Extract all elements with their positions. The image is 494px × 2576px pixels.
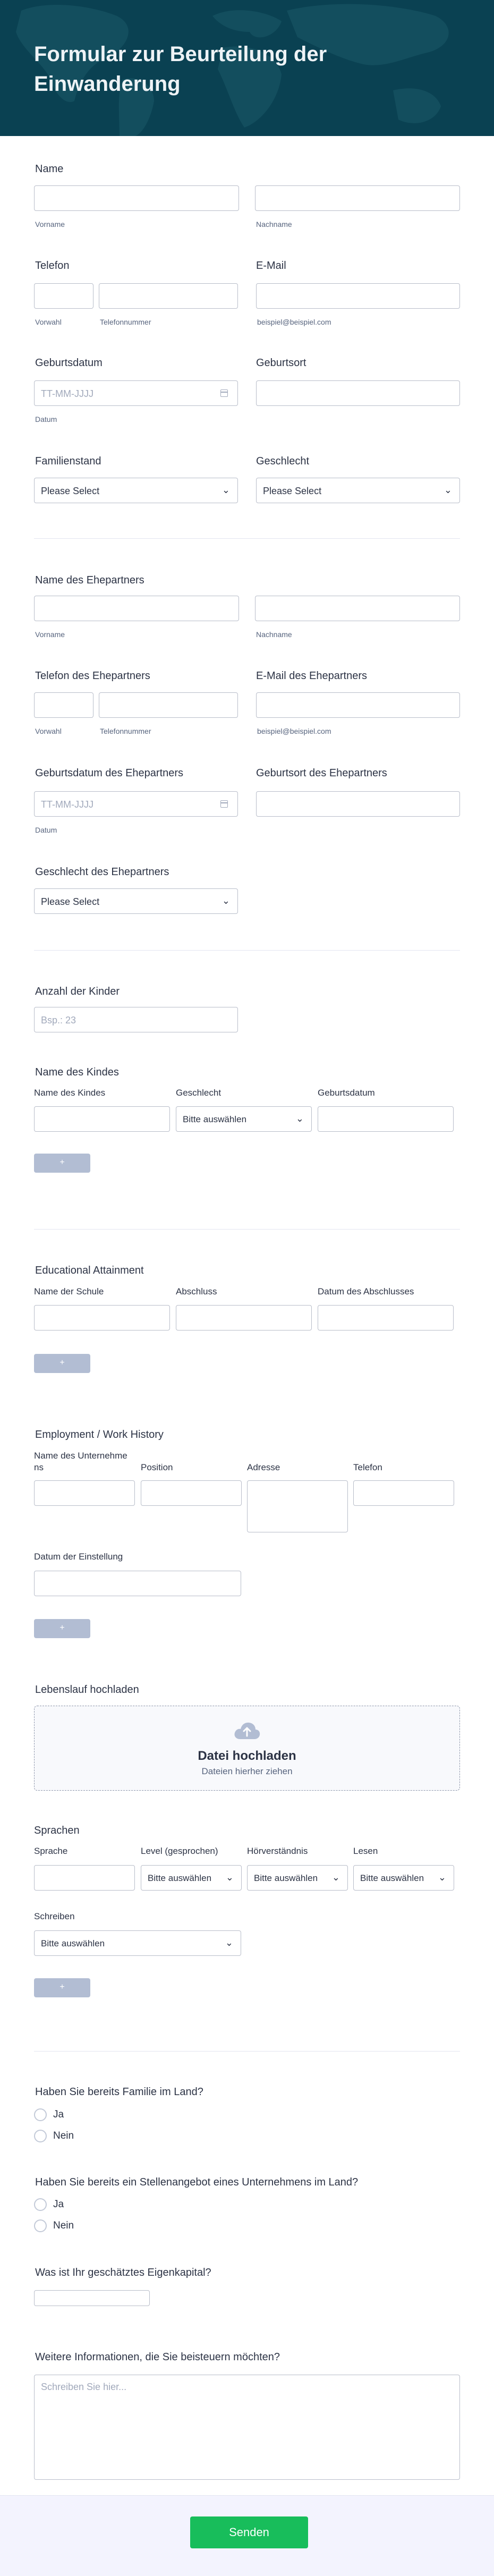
languages-label: Sprachen (34, 1825, 80, 1836)
gender-label: Geschlecht (256, 455, 310, 467)
languages-col-spoken: Level (gesprochen) (141, 1846, 218, 1856)
spouse-phone-area-sublabel: Vorwahl (35, 727, 62, 735)
family-yes-label: Ja (53, 2109, 64, 2120)
spouse-last-name-sublabel: Nachname (256, 630, 292, 639)
chevron-down-icon: ⌄ (222, 485, 230, 495)
child-gender-value: Bitte auswählen (183, 1114, 247, 1124)
spouse-birthplace-input[interactable] (256, 791, 460, 817)
birthdate-input[interactable] (34, 380, 238, 406)
add-education-button[interactable]: + (34, 1354, 90, 1373)
last-name-input[interactable] (255, 185, 460, 211)
marital-status-value: Please Select (41, 486, 100, 496)
marital-status-select[interactable] (34, 478, 238, 503)
reading-level-value: Bitte auswählen (360, 1873, 424, 1883)
chevron-down-icon: ⌄ (295, 1113, 304, 1124)
job-offer-yes-radio[interactable] (34, 2198, 47, 2211)
spouse-phone-area-input[interactable] (34, 692, 93, 718)
education-col-school: Name der Schule (34, 1286, 104, 1297)
chevron-down-icon: ⌄ (225, 1937, 233, 1948)
spouse-birthdate-placeholder: TT-MM-JJJJ (41, 799, 93, 810)
spoken-level-select[interactable] (141, 1865, 242, 1891)
chevron-down-icon: ⌄ (331, 1872, 340, 1883)
languages-writing-label: Schreiben (34, 1911, 75, 1921)
upload-title: Datei hochladen (198, 1749, 296, 1763)
calendar-icon[interactable] (220, 800, 228, 808)
children-count-label: Anzahl der Kinder (35, 986, 120, 997)
more-info-textarea[interactable] (34, 2375, 460, 2480)
spouse-gender-select[interactable] (34, 888, 238, 914)
spouse-name-label: Name des Ehepartners (35, 574, 144, 586)
family-yes-radio[interactable] (34, 2108, 47, 2121)
phone-area-sublabel: Vorwahl (35, 318, 62, 326)
education-label: Educational Attainment (35, 1265, 144, 1276)
last-name-sublabel: Nachname (256, 220, 292, 228)
equity-input[interactable] (34, 2290, 150, 2306)
more-info-label: Weitere Informationen, die Sie beisteuern möchten? (35, 2351, 280, 2363)
employer-phone-input[interactable] (353, 1480, 454, 1506)
family-no-radio[interactable] (34, 2130, 47, 2142)
phone-number-input[interactable] (99, 283, 238, 309)
writing-level-select[interactable] (34, 1930, 241, 1956)
children-col-gender: Geschlecht (176, 1088, 222, 1098)
employment-col-company: Name des Unternehme (34, 1451, 127, 1461)
spouse-birthplace-label: Geburtsort des Ehepartners (256, 767, 387, 779)
company-name-input[interactable] (34, 1480, 135, 1506)
degree-input[interactable] (176, 1305, 312, 1331)
child-birthdate-input[interactable] (318, 1106, 454, 1132)
listening-level-value: Bitte auswählen (254, 1873, 318, 1883)
children-col-birthdate: Geburtsdatum (318, 1088, 375, 1098)
language-input[interactable] (34, 1865, 135, 1891)
submit-button[interactable]: Senden (190, 2516, 308, 2548)
listening-level-select[interactable] (247, 1865, 348, 1891)
add-employment-button[interactable]: + (34, 1619, 90, 1638)
divider (34, 538, 460, 539)
phone-area-input[interactable] (34, 283, 93, 309)
first-name-sublabel: Vorname (35, 220, 65, 228)
cloud-upload-icon (234, 1721, 260, 1740)
first-name-input[interactable] (34, 185, 239, 211)
hire-date-input[interactable] (34, 1571, 241, 1596)
add-child-button[interactable]: + (34, 1154, 90, 1173)
spouse-birthdate-input[interactable] (34, 791, 238, 817)
reading-level-select[interactable] (353, 1865, 454, 1891)
address-input[interactable] (247, 1480, 348, 1532)
children-count-input[interactable] (34, 1007, 238, 1032)
marital-status-label: Familienstand (35, 455, 101, 467)
job-offer-question-label: Haben Sie bereits ein Stellenangebot eines Unternehmens im Land? (35, 2176, 359, 2188)
spouse-email-label: E-Mail des Ehepartners (256, 670, 367, 682)
spouse-email-sublabel: beispiel@beispiel.com (257, 727, 331, 735)
birthdate-label: Geburtsdatum (35, 357, 103, 369)
chevron-down-icon: ⌄ (222, 895, 230, 906)
gender-select[interactable] (256, 478, 460, 503)
writing-level-value: Bitte auswählen (41, 1938, 105, 1948)
languages-col-listening: Hörverständnis (247, 1846, 308, 1856)
phone-number-sublabel: Telefonnummer (100, 318, 151, 326)
spoken-level-value: Bitte auswählen (148, 1873, 212, 1883)
spouse-birthdate-label: Geburtsdatum des Ehepartners (35, 767, 184, 779)
chevron-down-icon: ⌄ (438, 1872, 446, 1883)
spouse-gender-label: Geschlecht des Ehepartners (35, 866, 169, 878)
child-name-input[interactable] (34, 1106, 170, 1132)
birthplace-input[interactable] (256, 380, 460, 406)
add-language-button[interactable]: + (34, 1978, 90, 1997)
children-table-label: Name des Kindes (35, 1066, 119, 1078)
chevron-down-icon: ⌄ (225, 1872, 234, 1883)
employment-col-address: Adresse (247, 1462, 280, 1472)
birthdate-placeholder: TT-MM-JJJJ (41, 388, 93, 399)
spouse-gender-value: Please Select (41, 896, 100, 907)
employment-label: Employment / Work History (35, 1429, 164, 1440)
job-offer-no-label: Nein (53, 2220, 74, 2231)
upload-subtitle: Dateien hierher ziehen (201, 1766, 293, 1776)
spouse-email-input[interactable] (256, 692, 460, 718)
children-col-name: Name des Kindes (34, 1088, 106, 1098)
family-no-label: Nein (53, 2130, 74, 2141)
hire-date-label: Datum der Einstellung (34, 1552, 123, 1562)
equity-label: Was ist Ihr geschätztes Eigenkapital? (35, 2267, 211, 2278)
spouse-phone-number-input[interactable] (99, 692, 238, 718)
family-question-label: Haben Sie bereits Familie im Land? (35, 2086, 203, 2098)
children-count-placeholder: Bsp.: 23 (41, 1015, 76, 1026)
education-col-degree: Abschluss (176, 1286, 217, 1297)
form-title: Formular zur Beurteilung der Einwanderung (34, 43, 327, 96)
spouse-last-name-input[interactable] (255, 596, 460, 621)
phone-label: Telefon (35, 260, 70, 272)
email-sublabel: beispiel@beispiel.com (257, 318, 331, 326)
divider (34, 1229, 460, 1230)
employment-col-position: Position (141, 1462, 173, 1472)
languages-col-language: Sprache (34, 1846, 68, 1856)
spouse-first-name-input[interactable] (34, 596, 239, 621)
gender-value: Please Select (263, 486, 322, 496)
chevron-down-icon: ⌄ (444, 485, 452, 495)
school-name-input[interactable] (34, 1305, 170, 1331)
name-label: Name (35, 163, 64, 175)
divider (34, 950, 460, 951)
position-input[interactable] (141, 1480, 242, 1506)
employment-col-company-wrap: ns (34, 1462, 44, 1472)
file-upload-dropzone[interactable] (34, 1706, 460, 1791)
graduation-date-input[interactable] (318, 1305, 454, 1331)
languages-col-reading: Lesen (353, 1846, 378, 1856)
job-offer-no-radio[interactable] (34, 2219, 47, 2232)
calendar-icon[interactable] (220, 389, 228, 397)
spouse-birthdate-sublabel: Datum (35, 826, 57, 834)
email-label: E-Mail (256, 260, 286, 272)
job-offer-yes-label: Ja (53, 2199, 64, 2210)
child-gender-select[interactable] (176, 1106, 312, 1132)
form-header (0, 0, 494, 136)
spouse-first-name-sublabel: Vorname (35, 630, 65, 639)
spouse-phone-label: Telefon des Ehepartners (35, 670, 150, 682)
email-input[interactable] (256, 283, 460, 309)
birthdate-sublabel: Datum (35, 415, 57, 423)
education-col-date: Datum des Abschlusses (318, 1286, 414, 1297)
resume-label: Lebenslauf hochladen (35, 1684, 139, 1696)
employment-col-phone: Telefon (353, 1462, 382, 1472)
spouse-phone-number-sublabel: Telefonnummer (100, 727, 151, 735)
divider (34, 2051, 460, 2052)
birthplace-label: Geburtsort (256, 357, 306, 369)
